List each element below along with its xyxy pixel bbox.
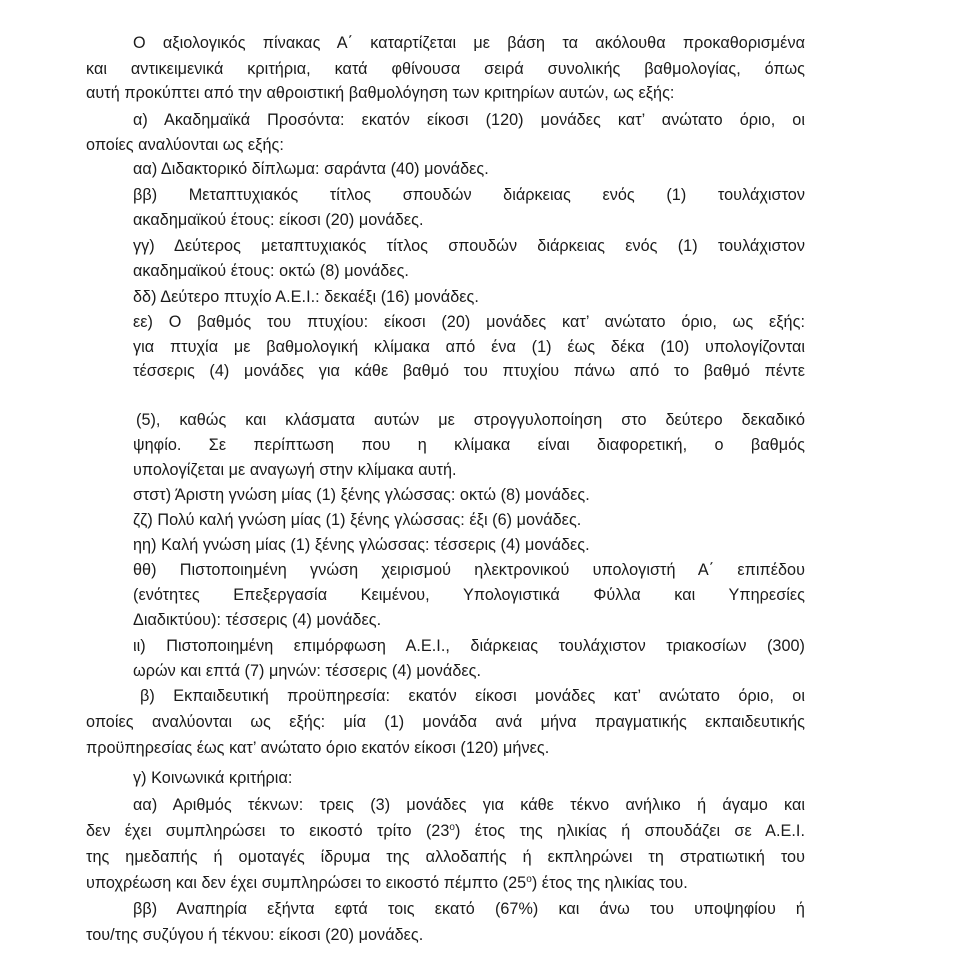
section-a-line-2: οποίες αναλύονται ως εξής:: [86, 136, 284, 154]
intro-line-1: Ο αξιολογικός πίνακας Α΄ καταρτίζεται με βάση τα ακόλουθα προκαθορισμένα: [133, 34, 805, 52]
text-fragment: δεν έχει συμπληρώσει το εικοστό τρίτο (23: [86, 822, 450, 840]
ordinal-superscript: ο: [526, 874, 532, 885]
ordinal-superscript: ο: [449, 822, 456, 833]
item-thth-line-1: θθ) Πιστοποιημένη γνώση χειρισμού ηλεκτρονικού υπολογιστή Α΄ επιπέδου: [133, 561, 805, 579]
item-ee-line-4: (5), καθώς και κλάσματα αυτών με στρογγυλοποίηση στο δεύτερο δεκαδικό: [136, 411, 805, 429]
section-b-line-1: β) Εκπαιδευτική προϋπηρεσία: εκατόν είκοσι μονάδες κατ’ ανώτατο όριο, οι: [140, 687, 805, 705]
item-gg-line-1: γγ) Δεύτερος μεταπτυχιακός τίτλος σπουδών διάρκειας ενός (1) τουλάχιστον: [133, 237, 805, 255]
item-c-bb-line-1: ββ) Αναπηρία εξήντα εφτά τοις εκατό (67%) και άνω του υποψηφίου ή: [133, 900, 805, 918]
item-c-aa-line-4: [86, 873, 688, 893]
item-ee-line-1: εε) Ο βαθμός του πτυχίου: είκοσι (20) μονάδες κατ’ ανώτατο όριο, ως εξής:: [133, 313, 805, 331]
item-thth-line-2: (ενότητες Επεξεργασία Κειμένου, Υπολογιστικά Φύλλα και Υπηρεσίες: [133, 586, 805, 604]
item-zz-very-good-language: ζζ) Πολύ καλή γνώση μίας (1) ξένης γλώσσας: έξι (6) μονάδες.: [133, 511, 582, 529]
intro-line-2: και αντικειμενικά κριτήρια, κατά φθίνουσα σειρά συνολικής βαθμολογίας, όπως: [86, 60, 805, 78]
item-ia-line-2: ωρών και επτά (7) μηνών: τέσσερις (4) μονάδες.: [133, 662, 482, 680]
section-a-line-1: α) Ακαδημαϊκά Προσόντα: εκατόν είκοσι (120) μονάδες κατ’ ανώτατο όριο, οι: [133, 111, 805, 129]
item-ee-line-5: ψηφίο. Σε περίπτωση που η κλίμακα είναι διαφορετική, ο βαθμός: [133, 436, 805, 454]
item-bb-line-2: ακαδημαϊκού έτους: είκοσι (20) μονάδες.: [133, 211, 424, 229]
item-bb-line-1: ββ) Μεταπτυχιακός τίτλος σπουδών διάρκειας ενός (1) τουλάχιστον: [133, 186, 805, 204]
item-thth-line-3: Διαδικτύου): τέσσερις (4) μονάδες.: [133, 611, 382, 629]
item-gg-line-2: ακαδημαϊκού έτους: οκτώ (8) μονάδες.: [133, 262, 409, 280]
text-fragment: ) έτος της ηλικίας ή σπουδάζει σε Α.Ε.Ι.: [455, 822, 805, 840]
item-dd-second-degree: δδ) Δεύτερο πτυχίο Α.Ε.Ι.: δεκαέξι (16) μονάδες.: [133, 288, 479, 306]
item-aa-doctorate: αα) Διδακτορικό δίπλωμα: σαράντα (40) μονάδες.: [133, 160, 489, 178]
item-ii-good-language: ηη) Καλή γνώση μίας (1) ξένης γλώσσας: τέσσερις (4) μονάδες.: [133, 536, 590, 554]
text-fragment: υποχρέωση και δεν έχει συμπληρώσει το εικοστό πέμπτο (25: [86, 874, 527, 892]
intro-line-3: αυτή προκύπτει από την αθροιστική βαθμολόγηση των κριτηρίων αυτών, ως εξής:: [86, 84, 675, 102]
item-ee-line-2: για πτυχία με βαθμολογική κλίμακα από ένα (1) έως δέκα (10) υπολογίζονται: [133, 338, 805, 356]
item-c-aa-line-3: της ημεδαπής ή ομοταγές ίδρυμα της αλλοδαπής ή εκπληρώνει τη στρατιωτική του: [86, 848, 805, 866]
item-c-aa-line-1: αα) Αριθμός τέκνων: τρεις (3) μονάδες για κάθε τέκνο ανήλικο ή άγαμο και: [133, 796, 805, 814]
item-ee-line-6: υπολογίζεται με αναγωγή στην κλίμακα αυτή.: [133, 461, 457, 479]
item-ee-line-3: τέσσερις (4) μονάδες για κάθε βαθμό του πτυχίου πάνω από το βαθμό πέντε: [133, 362, 805, 380]
item-c-aa-line-2: [86, 821, 805, 841]
text-fragment: ) έτος της ηλικίας του.: [531, 874, 688, 892]
section-c-heading: γ) Κοινωνικά κριτήρια:: [133, 769, 293, 787]
item-stst-excellent-language: στστ) Άριστη γνώση μίας (1) ξένης γλώσσας: οκτώ (8) μονάδες.: [133, 486, 590, 504]
section-b-line-3: προϋπηρεσίας έως κατ’ ανώτατο όριο εκατόν είκοσι (120) μήνες.: [86, 739, 550, 757]
section-b-line-2: οποίες αναλύονται ως εξής: μία (1) μονάδα ανά μήνα πραγματικής εκπαιδευτικής: [86, 713, 805, 731]
item-c-bb-line-2: του/της συζύγου ή τέκνου: είκοσι (20) μονάδες.: [86, 926, 424, 944]
item-ia-line-1: ιι) Πιστοποιημένη επιμόρφωση Α.Ε.Ι., διάρκειας τουλάχιστον τριακοσίων (300): [133, 637, 805, 655]
